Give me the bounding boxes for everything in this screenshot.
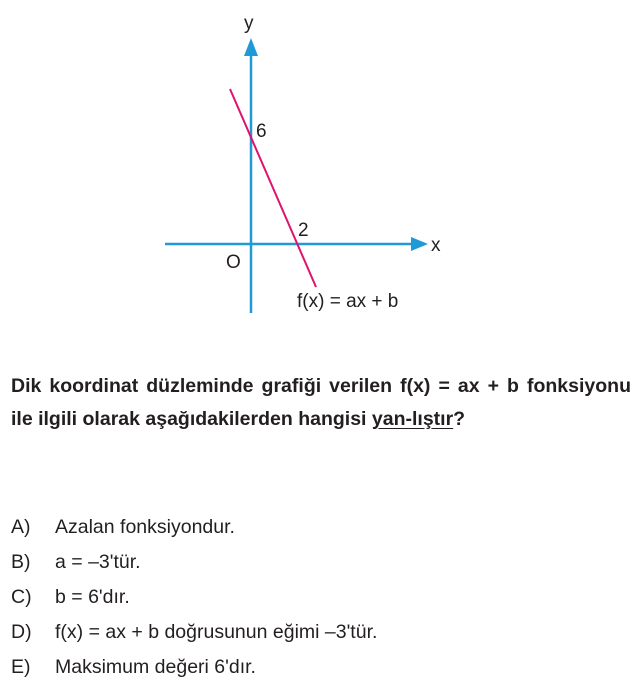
x-intercept-label: 2 (298, 220, 309, 241)
option-e[interactable] (11, 650, 377, 685)
y-axis-arrow-icon (244, 38, 258, 56)
option-d[interactable] (11, 615, 377, 650)
function-label: f(x) = ax + b (297, 291, 399, 312)
y-intercept-label: 6 (256, 121, 267, 142)
coordinate-graph (0, 0, 639, 340)
origin-label: O (226, 252, 241, 273)
option-text: b = 6'dır. (55, 586, 130, 608)
x-axis-label: x (431, 235, 441, 256)
question-main: Dik koordinat düzleminde grafiği verilen f(x) = ax + b fonksiyonu ile ilgili olarak aşağıdakilerden hangisi (11, 375, 631, 430)
option-letter: B) (11, 551, 31, 573)
question-end: ? (453, 408, 466, 430)
x-axis-arrow-icon (411, 237, 428, 251)
y-axis-label: y (244, 13, 254, 34)
option-letter: D) (11, 621, 32, 643)
option-text: Azalan fonksiyondur. (55, 516, 235, 538)
option-text: Maksimum değeri 6'dır. (55, 656, 256, 678)
answer-options (11, 510, 377, 685)
question-text (11, 370, 631, 436)
option-b[interactable] (11, 545, 377, 580)
function-line (230, 89, 316, 287)
option-letter: A) (11, 516, 31, 538)
option-letter: C) (11, 586, 32, 608)
option-text: a = –3'tür. (55, 551, 141, 573)
option-letter: E) (11, 656, 31, 678)
option-text: f(x) = ax + b doğrusunun eğimi –3'tür. (55, 621, 378, 643)
option-c[interactable] (11, 580, 377, 615)
option-a[interactable] (11, 510, 377, 545)
question-underlined: yan-lıştır (371, 408, 454, 430)
